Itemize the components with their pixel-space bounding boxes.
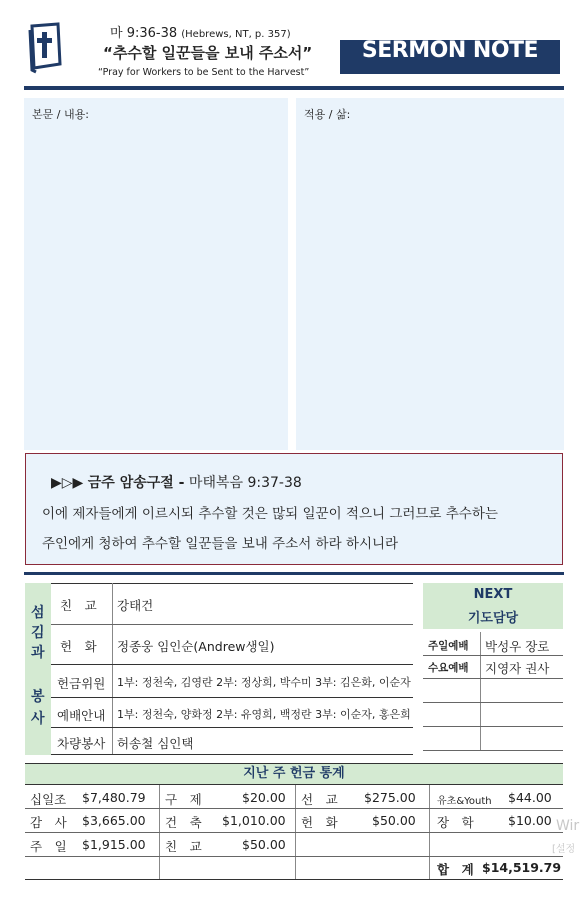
- content-note-area[interactable]: [24, 98, 288, 450]
- application-note-label: 적용 / 삶:: [304, 108, 351, 121]
- bible-cross-icon: [24, 22, 66, 74]
- sermon-subtitle: “Pray for Workers to be Sent to the Harvest”: [98, 67, 310, 78]
- prayer-header: NEXT 기도담당: [423, 583, 563, 629]
- activation-watermark: Wir: [556, 818, 580, 834]
- offering-header: 지난 주 헌금 통계: [25, 763, 563, 785]
- memory-verse-line: 주인에게 청하여 추수할 일꾼들을 보내 주소서 하라 하시니라: [42, 536, 399, 552]
- arrow-marker-icon: ▶▷▶: [51, 475, 84, 491]
- memory-verse-heading: ▶▷▶ 금주 암송구절 - 마태복음 9:37-38: [51, 475, 302, 491]
- content-note-label: 본문 / 내용:: [32, 108, 89, 121]
- scripture-reference: 마 9:36-38 (Hebrews, NT, p. 357): [110, 26, 291, 41]
- header-rule: [24, 86, 564, 90]
- serve-side-label: 섬김과 봉사: [25, 583, 51, 755]
- section-rule: [24, 572, 564, 575]
- sermon-note-badge: SERMON NOTE: [340, 40, 560, 74]
- activation-watermark-sub: [설정: [552, 844, 576, 855]
- application-note-area[interactable]: [296, 98, 564, 450]
- reference-note: (Hebrews, NT, p. 357): [181, 29, 291, 40]
- sermon-title: “추수할 일꾼들을 보내 주소서”: [103, 44, 313, 62]
- memory-verse-ref: 마태복음 9:37-38: [188, 475, 302, 491]
- memory-verse-box: [25, 453, 563, 565]
- memory-verse-line: 이에 제자들에게 이르시되 추수할 것은 많되 일꾼이 적으니 그러므로 추수하는: [42, 506, 498, 522]
